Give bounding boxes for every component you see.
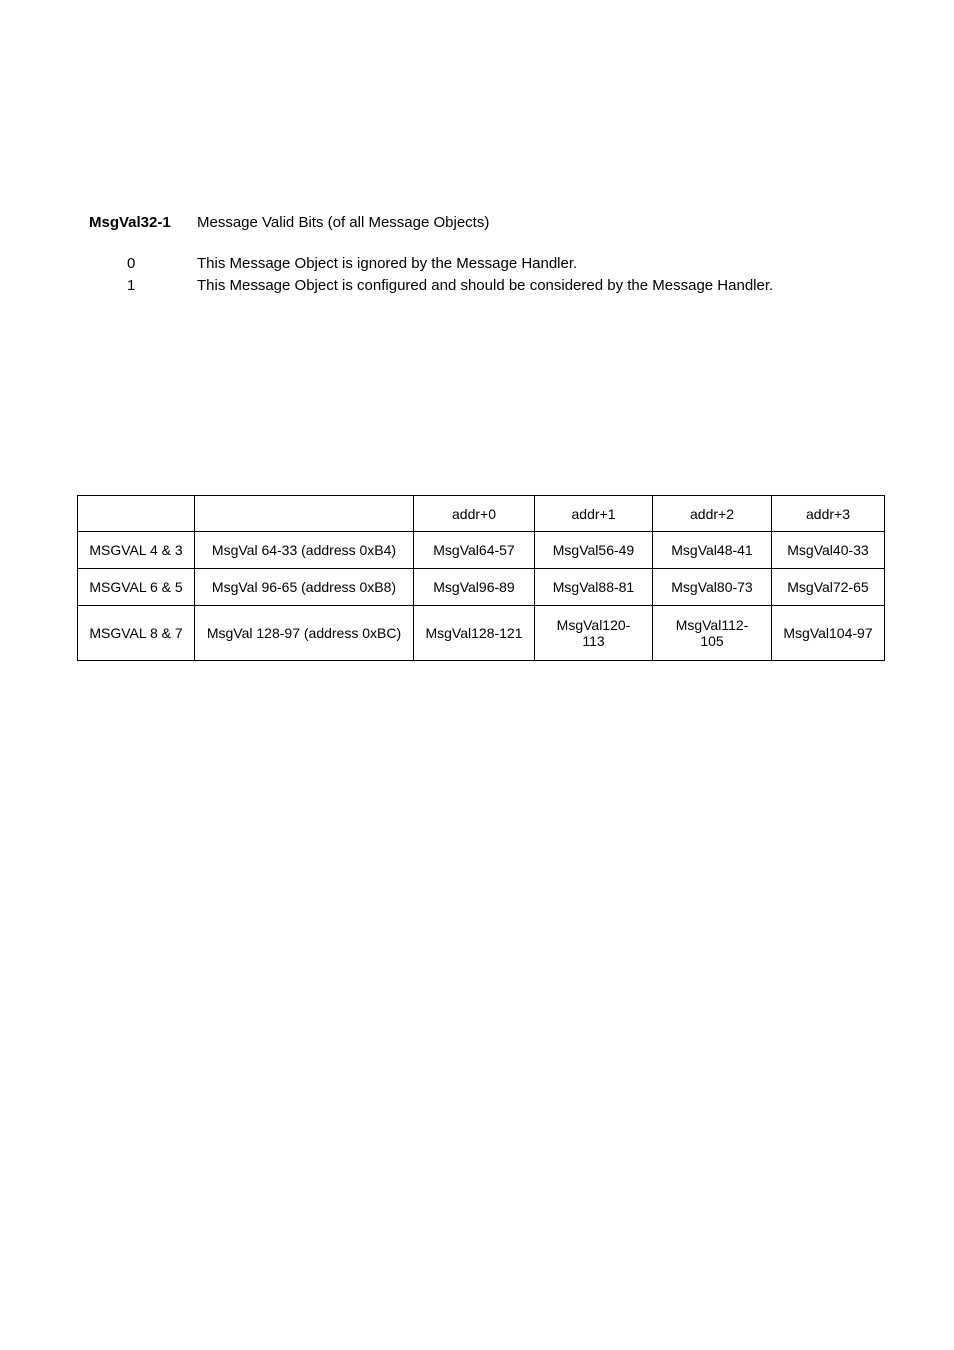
table-header-cell: addr+0 [414, 496, 535, 532]
table-cell: MsgVal120- 113 [535, 606, 653, 661]
table-header-cell [78, 496, 195, 532]
table-cell: MsgVal80-73 [653, 569, 772, 606]
value-row [89, 253, 889, 275]
register-name-cell: MSGVAL 8 & 7 [78, 606, 195, 661]
table-cell: MsgVal40-33 [772, 532, 885, 569]
table-cell: MsgVal56-49 [535, 532, 653, 569]
table-cell: MsgVal104-97 [772, 606, 885, 661]
table-header-cell: addr+1 [535, 496, 653, 532]
field-header-row [89, 213, 889, 233]
value-code: 0 [127, 255, 136, 272]
table-header-row [78, 496, 885, 532]
field-description-block [89, 213, 889, 297]
table-row [78, 569, 885, 606]
value-text: This Message Object is ignored by the Message Handler. [197, 255, 578, 272]
table-cell: MsgVal64-57 [414, 532, 535, 569]
field-description: Message Valid Bits (of all Message Objects) [197, 214, 490, 231]
table-cell: MsgVal72-65 [772, 569, 885, 606]
table-row [78, 532, 885, 569]
table-row [78, 606, 885, 661]
table-cell: MsgVal112- 105 [653, 606, 772, 661]
field-name: MsgVal32-1 [89, 214, 171, 231]
field-values-list [89, 253, 889, 297]
register-range-cell: MsgVal 96-65 (address 0xB8) [195, 569, 414, 606]
table-header-cell [195, 496, 414, 532]
table-cell: MsgVal96-89 [414, 569, 535, 606]
register-name-cell: MSGVAL 6 & 5 [78, 569, 195, 606]
register-name-cell: MSGVAL 4 & 3 [78, 532, 195, 569]
value-text: This Message Object is configured and should be considered by the Message Handler. [197, 277, 774, 294]
table-cell: MsgVal128-121 [414, 606, 535, 661]
table-cell: MsgVal88-81 [535, 569, 653, 606]
register-range-cell: MsgVal 64-33 (address 0xB4) [195, 532, 414, 569]
value-row [89, 275, 889, 297]
table-header-cell: addr+3 [772, 496, 885, 532]
register-range-cell: MsgVal 128-97 (address 0xBC) [195, 606, 414, 661]
value-code: 1 [127, 277, 136, 294]
table-header-cell: addr+2 [653, 496, 772, 532]
register-table [77, 495, 885, 661]
table-cell: MsgVal48-41 [653, 532, 772, 569]
